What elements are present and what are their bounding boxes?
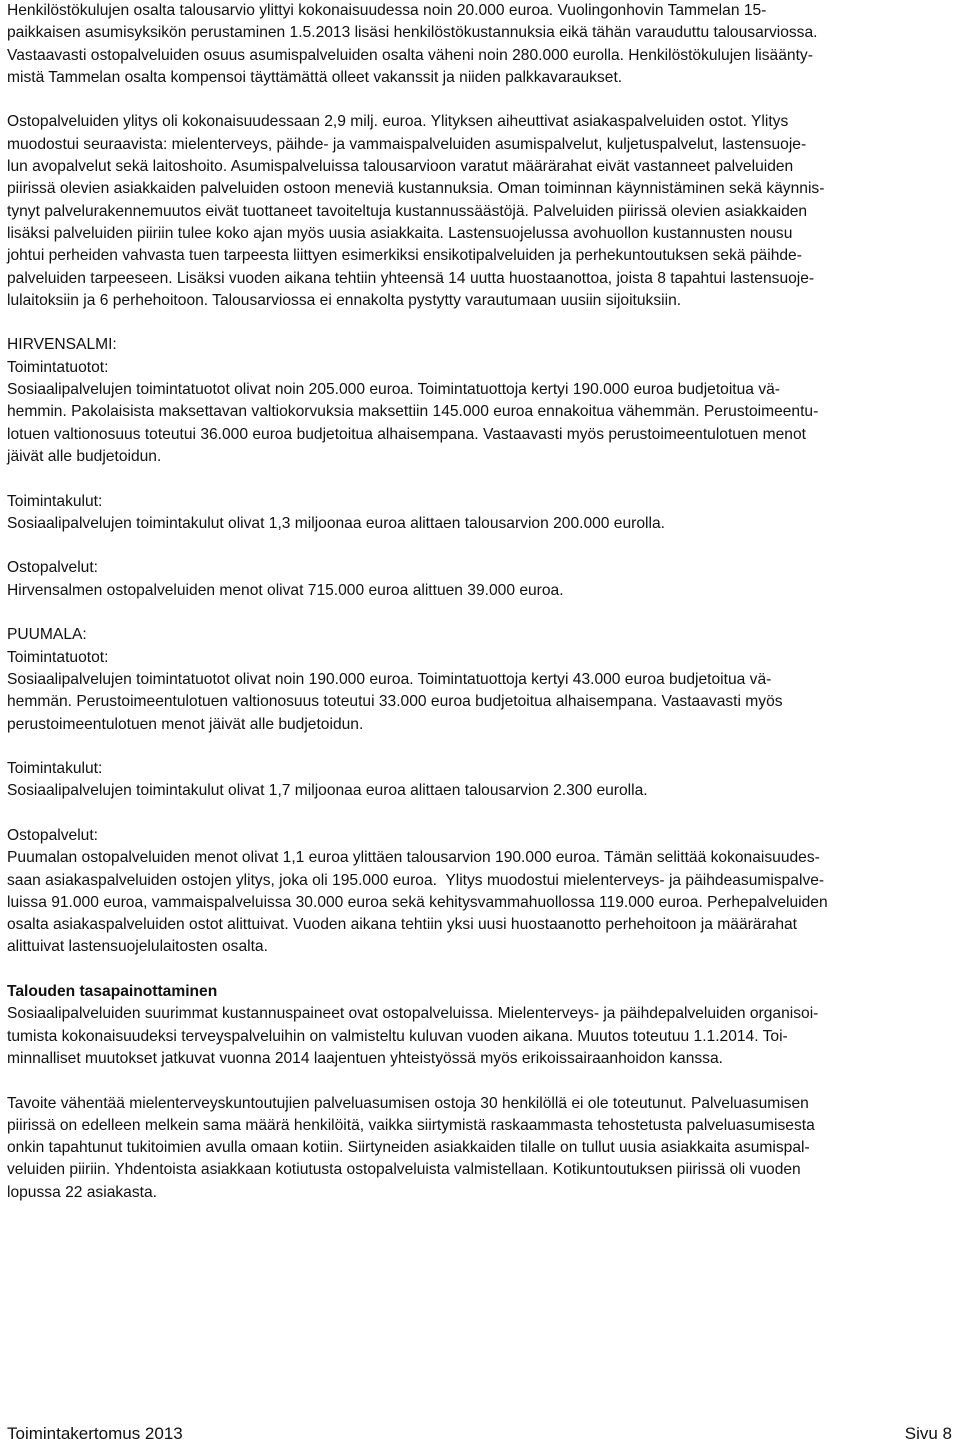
text-line: Sosiaalipalvelujen toimintatuotot olivat noin 205.000 euroa. Toimintatuottoja kertyi 190.000 euroa budjetoitua vä- (7, 381, 780, 399)
subheading-toimintatuotot: Toimintatuotot: (7, 358, 109, 376)
text-line: mistä Tammelan osalta kompensoi täyttämättä olleet vakanssit ja niiden palkkavaraukset. (7, 68, 623, 86)
text-line: johtui perheiden vahvasta tuen tarpeesta liittyen esimerkiksi ensikotipalveluiden ja perhekuntoutuksen sekä päihde- (7, 247, 802, 265)
text-line: piirissä on edelleen melkein sama määrä henkilöitä, vaikka siirtymistä raskaammasta tehostetusta palveluasumisesta (7, 1116, 815, 1134)
text-line: hemmin. Pakolaisista maksettavan valtiokorvuksia maksettiin 145.000 euroa ennakoitua vähemmän. Perustoimeentu- (7, 403, 819, 421)
text-line: perustoimeentulotuen menot jäivät alle budjetoidun. (7, 715, 364, 733)
puumala-section (7, 624, 947, 958)
footer-document-title: Toimintakertomus 2013 (7, 1424, 183, 1443)
text-line: saan asiakaspalveluiden ostojen ylitys, joka oli 195.000 euroa. Ylitys muodostui mielenterveys- ja päihdeasumispalve- (7, 871, 825, 889)
text-line: minnalliset muutokset jatkuvat vuonna 2014 laajentuen yhteistyössä myös erikoissairaanhoidon kanssa. (7, 1049, 723, 1067)
text-line: luissa 91.000 euroa, vammaispalveluissa 30.000 euroa sekä kehitysvammahuollossa 119.000 euroa. Perhepalveluiden (7, 893, 828, 911)
text-line: osalta asiakaspalveluiden ostot alittuivat. Vuoden aikana tehtiin yksi uusi huostaanotto perhehoitoon ja määrärahat (7, 916, 798, 934)
text-line: tynyt palvelurakennemuutos eivät tuottaneet tavoiteltuja kustannussäästöjä. Palveluiden piirissä olevien asiakkaiden (7, 202, 808, 220)
text-line: Sosiaalipalvelujen toimintakulut olivat 1,7 miljoonaa euroa alittaen talousarvion 2.300 eurolla. (7, 782, 648, 800)
footer-page-number: Sivu 8 (904, 1424, 952, 1443)
text-line: lopussa 22 asiakasta. (7, 1183, 157, 1201)
text-line: lun avopalvelut sekä laitoshoito. Asumispalveluissa talousarvioon varatut määrärahat eivät vastanneet palveluiden (7, 158, 794, 176)
text-line: veluiden piiriin. Yhdentoista asiakkaan kotiutusta ostopalveluista valmistellaan. Kotikuntoutuksen piirissä oli vuoden (7, 1161, 801, 1179)
text-line: Tavoite vähentää mielenterveyskuntoutujien palveluasumisen ostoja 30 henkilöllä ei ole toteutunut. Palveluasumisen (7, 1094, 809, 1112)
text-line: paikkaisen asumisyksikön perustaminen 1.5.2013 lisäsi henkilöstökustannuksia eikä tähän varauduttu talousarviossa. (7, 24, 818, 42)
section-heading-hirvensalmi: HIRVENSALMI: (7, 336, 117, 354)
subheading-ostopalvelut: Ostopalvelut: (7, 559, 99, 577)
text-line: Sosiaalipalveluiden suurimmat kustannuspaineet ovat ostopalveluissa. Mielenterveys- ja päihdepalveluiden organisoi- (7, 1005, 819, 1023)
subheading-toimintatuotot: Toimintatuotot: (7, 648, 109, 666)
page-footer (7, 1424, 952, 1444)
tasapaino-section (7, 981, 947, 1204)
subheading-toimintakulut: Toimintakulut: (7, 760, 103, 778)
text-line: Henkilöstökulujen osalta talousarvio ylittyi kokonaisuudessa noin 20.000 euroa. Vuolingonhovin Tammelan 15- (7, 2, 767, 19)
text-line: Sosiaalipalvelujen toimintatuotot olivat noin 190.000 euroa. Toimintatuottoja kertyi 43.000 euroa budjetoitua vä- (7, 670, 772, 688)
text-line: alittuivat lastensuojelulaitosten osalta. (7, 938, 268, 956)
text-line: Ostopalveluiden ylitys oli kokonaisuudessaan 2,9 milj. euroa. Ylityksen aiheuttivat asiakaspalveluiden ostot. Ylitys (7, 113, 789, 131)
subheading-ostopalvelut: Ostopalvelut: (7, 826, 99, 844)
text-line: lulaitoksiin ja 6 perhehoitoon. Talousarviossa ei ennakolta pystytty varautumaan uusiin sijoituksiin. (7, 291, 682, 309)
text-line: muodostui seuraavista: mielenterveys, päihde- ja vammaispalveluiden asumispalvelut, kuljetuspalvelut, lastensuoje- (7, 135, 807, 153)
text-line: Puumalan ostopalveluiden menot olivat 1,1 euroa ylittäen talousarvion 190.000 euroa. Tämän selittää kokonaisuudes- (7, 849, 820, 867)
hirvensalmi-section (7, 334, 947, 602)
text-line: onkin tapahtunut tukitoimien avulla omaan kotiin. Siirtyneiden asiakkaiden tilalle on tullut uusia asiakkaita asumispal- (7, 1139, 810, 1157)
text-line: palveluiden tarpeeseen. Lisäksi vuoden aikana tehtiin yhteensä 14 uutta huostaanottoa, joista 8 tapahtui lastensuoje- (7, 269, 815, 287)
text-line: tumista kokonaisuudeksi terveyspalveluihin on valmisteltu kuluvan vuoden aikana. Muutos toteutuu 1.1.2014. Toi- (7, 1027, 788, 1045)
subheading-toimintakulut: Toimintakulut: (7, 492, 103, 510)
text-line: Hirvensalmen ostopalveluiden menot olivat 715.000 euroa alittuen 39.000 euroa. (7, 581, 564, 599)
document-page (7, 0, 947, 1204)
text-line: Sosiaalipalvelujen toimintakulut olivat 1,3 miljoonaa euroa alittaen talousarvion 200.000 eurolla. (7, 514, 665, 532)
section-heading-tasapaino: Talouden tasapainottaminen (7, 983, 218, 1001)
text-line: jäivät alle budjetoidun. (7, 447, 162, 465)
text-line: lotuen valtionosuus toteutui 36.000 euroa budjetoitua alhaisempana. Vastaavasti myös perustoimeentulotuen menot (7, 425, 806, 443)
ostopalvelut-ylitys-paragraph (7, 111, 947, 312)
text-line: piirissä olevien asiakkaiden palveluiden ostoon meneviä kustannuksia. Oman toiminnan käynnistäminen sekä käynnis- (7, 180, 825, 198)
section-heading-puumala: PUUMALA: (7, 626, 87, 644)
text-line: hemmän. Perustoimeentulotuen valtionosuus toteutui 33.000 euroa budjetoitua alhaisempana. Vastaavasti myös (7, 693, 783, 711)
text-line: lisäksi palveluiden piiriin tulee koko ajan myös uusia asiakkaita. Lastensuojelussa avohuollon kustannusten nousu (7, 224, 793, 242)
text-line: Vastaavasti ostopalveluiden osuus asumispalveluiden osalta väheni noin 280.000 eurolla. Henkilöstökulujen lisäänty- (7, 46, 813, 64)
tammela-paragraph (7, 0, 947, 89)
